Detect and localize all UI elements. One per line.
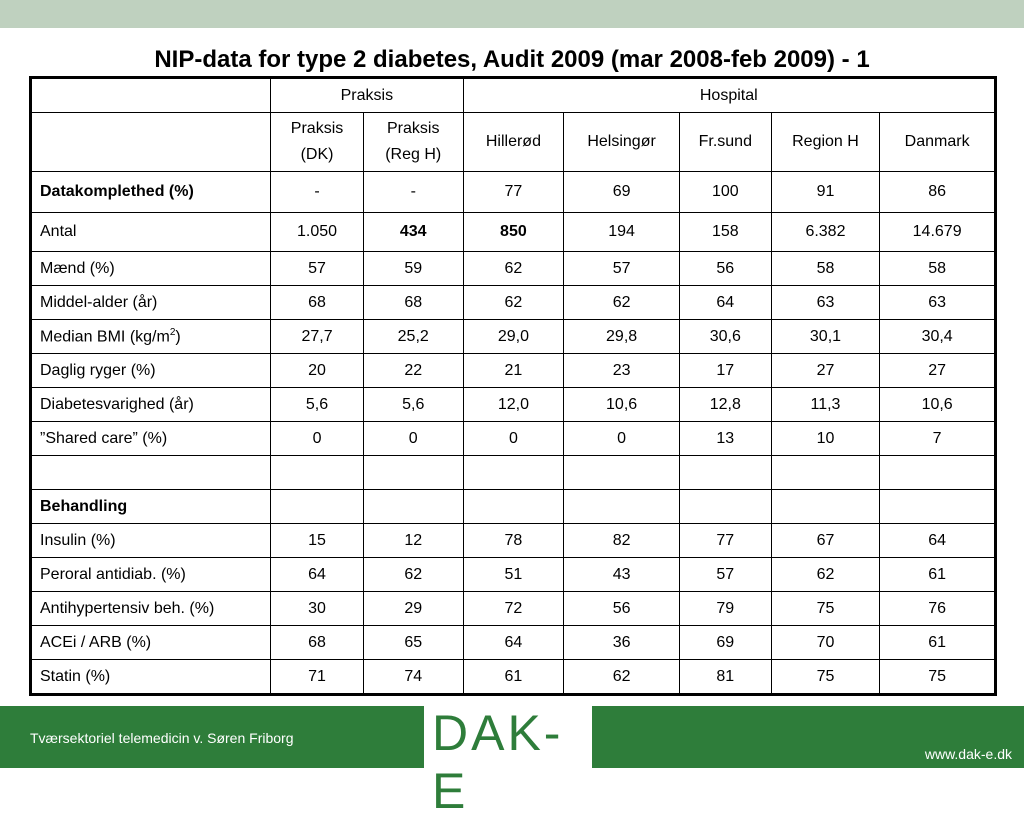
table-cell: 30,1 [771,320,880,354]
table-cell: 36 [564,626,680,660]
table-cell: 10,6 [564,388,680,422]
table-cell: 51 [463,558,564,592]
table-cell: 57 [679,558,771,592]
table-cell: 12,8 [679,388,771,422]
header-hillerod: Hillerød [463,113,564,172]
table-row [31,592,996,626]
header-helsingor: Helsingør [564,113,680,172]
table-cell: - [271,172,364,213]
table-cell: 27,7 [271,320,364,354]
logo-text: DAK-E [432,705,564,819]
table-row [31,422,996,456]
row-label: Antihypertensiv beh. (%) [31,592,271,626]
table-cell [880,490,996,524]
table-cell: 30 [271,592,364,626]
table-cell: 10 [771,422,880,456]
table-cell: 56 [679,252,771,286]
table-cell: 27 [771,354,880,388]
table-cell: 56 [564,592,680,626]
row-label: Statin (%) [31,660,271,695]
table-cell: 64 [679,286,771,320]
top-bar [0,0,1024,28]
table-cell: - [363,172,463,213]
table-cell: 0 [564,422,680,456]
table-cell: 75 [771,660,880,695]
footer-bar [0,705,1024,819]
table-cell: 67 [771,524,880,558]
table-cell [463,456,564,490]
table-cell: 57 [564,252,680,286]
row-label: ”Shared care” (%) [31,422,271,456]
table-cell [679,490,771,524]
footer-left-panel [0,706,424,768]
table-cell: 68 [271,286,364,320]
row-label: Datakomplethed (%) [31,172,271,213]
table-cell: 62 [363,558,463,592]
table-cell: 12,0 [463,388,564,422]
header-praksis-dk: Praksis (DK) [271,113,364,172]
table-cell: 82 [564,524,680,558]
table-cell: 13 [679,422,771,456]
table-header-row [31,113,996,172]
table-cell: 17 [679,354,771,388]
row-label: Median BMI $(kg/m^2)$ [31,320,271,354]
table-cell [679,456,771,490]
table-cell: 62 [564,660,680,695]
table-cell: 72 [463,592,564,626]
table-cell: 62 [463,286,564,320]
table-cell: 79 [679,592,771,626]
table-cell [31,113,271,172]
table-cell: 86 [880,172,996,213]
table-cell: 69 [679,626,771,660]
table-cell [271,456,364,490]
page-title: NIP-data for type 2 diabetes, Audit 2009 (mar 2008-feb 2009) - 1 [154,46,870,73]
table-cell: 71 [271,660,364,695]
table-cell: 62 [564,286,680,320]
table-row [31,320,996,354]
table-cell: 11,3 [771,388,880,422]
table-cell: 22 [363,354,463,388]
table-cell: 5,6 [363,388,463,422]
table-cell [31,78,271,113]
table-cell: 62 [771,558,880,592]
table-cell [880,456,996,490]
table-cell: 12 [363,524,463,558]
section-heading-behandling: Behandling [31,490,271,524]
table-cell: 64 [271,558,364,592]
table-cell: 74 [363,660,463,695]
table-row [31,172,996,213]
table-row [31,660,996,695]
footer-url-link[interactable]: www.dak-e.dk [924,746,1012,762]
table-cell: 10,6 [880,388,996,422]
table-cell: 25,2 [363,320,463,354]
table-cell [771,490,880,524]
header-danmark: Danmark [880,113,996,172]
table-cell [564,490,680,524]
table-cell: 58 [771,252,880,286]
table-cell: 77 [679,524,771,558]
table-cell: 29 [363,592,463,626]
table-cell: 69 [564,172,680,213]
table-cell: 29,0 [463,320,564,354]
table-cell: 81 [679,660,771,695]
table-cell: 6.382 [771,213,880,252]
table-cell [31,456,271,490]
table-cell [463,490,564,524]
table-cell: 5,6 [271,388,364,422]
table-cell: 64 [880,524,996,558]
table-row [31,388,996,422]
table-cell: 57 [271,252,364,286]
header-hospital-group: Hospital [463,78,995,113]
row-label: Mænd (%) [31,252,271,286]
footer-right-panel [592,706,1024,768]
table-row [31,354,996,388]
footer-presenter-text: Tværsektoriel telemedicin v. Søren Friborg [30,730,294,746]
table-cell: 27 [880,354,996,388]
nip-data-table [29,76,997,696]
table-cell [363,456,463,490]
header-frsund: Fr.sund [679,113,771,172]
table-cell [271,490,364,524]
table-cell: 158 [679,213,771,252]
table-cell: 63 [771,286,880,320]
row-label: Daglig ryger (%) [31,354,271,388]
table-row [31,558,996,592]
table-row-empty [31,456,996,490]
row-label: Middel-alder (år) [31,286,271,320]
table-cell: 75 [880,660,996,695]
row-label: ACEi / ARB (%) [31,626,271,660]
table-cell: 77 [463,172,564,213]
table-cell: 21 [463,354,564,388]
table-cell: 0 [271,422,364,456]
table-cell: 64 [463,626,564,660]
table-cell: 194 [564,213,680,252]
header-regionh: Region H [771,113,880,172]
table-cell: 68 [363,286,463,320]
table-cell: 7 [880,422,996,456]
table-cell: 61 [880,626,996,660]
row-label: Peroral antidiab. (%) [31,558,271,592]
table-cell: 78 [463,524,564,558]
table-cell: 63 [880,286,996,320]
table-cell: 59 [363,252,463,286]
table-cell: 0 [463,422,564,456]
table-cell: 850 [463,213,564,252]
table-cell: 61 [463,660,564,695]
row-label: Antal [31,213,271,252]
header-praksis-regh: Praksis (Reg H) [363,113,463,172]
table-row [31,626,996,660]
table-cell: 29,8 [564,320,680,354]
table-cell: 61 [880,558,996,592]
table-cell: 68 [271,626,364,660]
table-row [31,213,996,252]
table-cell: 0 [363,422,463,456]
header-praksis-group: Praksis [271,78,463,113]
table-cell: 23 [564,354,680,388]
table-cell [363,490,463,524]
table-cell: 91 [771,172,880,213]
table-cell: 75 [771,592,880,626]
table-cell: 43 [564,558,680,592]
table-cell: 14.679 [880,213,996,252]
table-section-row [31,490,996,524]
dak-e-logo [424,705,592,819]
table-cell: 1.050 [271,213,364,252]
table-cell: 20 [271,354,364,388]
table-cell: 30,6 [679,320,771,354]
table-cell: 62 [463,252,564,286]
table-cell: 15 [271,524,364,558]
table-cell: 58 [880,252,996,286]
table-cell: 434 [363,213,463,252]
table-cell: 100 [679,172,771,213]
table-cell: 30,4 [880,320,996,354]
row-label: Diabetesvarighed (år) [31,388,271,422]
table-row [31,252,996,286]
table-cell: 65 [363,626,463,660]
row-label: Insulin (%) [31,524,271,558]
table-cell [771,456,880,490]
table-row [31,286,996,320]
table-cell [564,456,680,490]
table-cell: 76 [880,592,996,626]
table-header-group-row [31,78,996,113]
table-row [31,524,996,558]
table-cell: 70 [771,626,880,660]
